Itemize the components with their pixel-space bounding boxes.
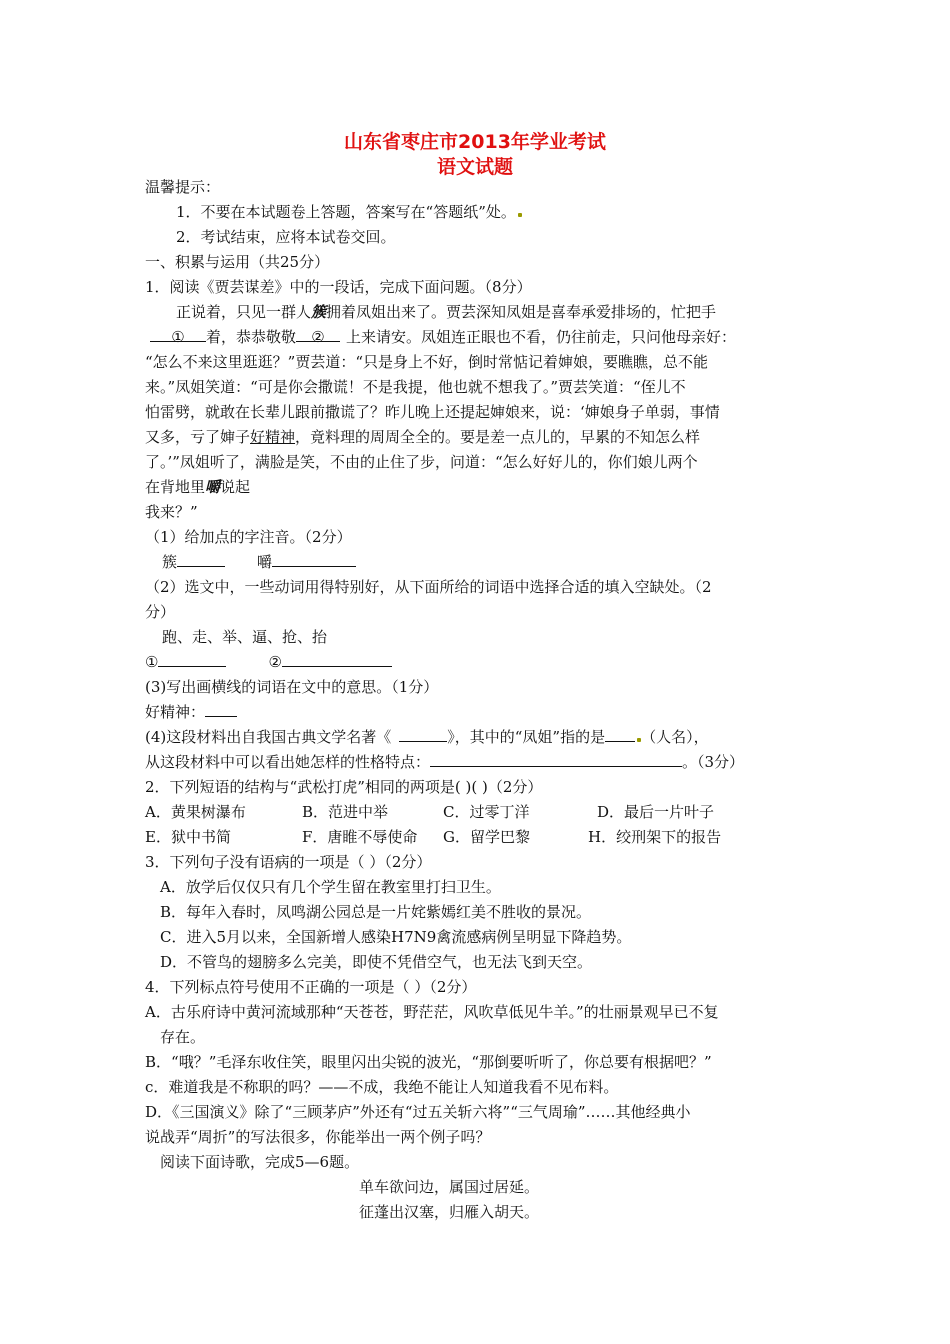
q3-option-b: B．每年入春时，凤鸣湖公园总是一片姹紫嫣红美不胜收的景况。 — [160, 903, 592, 921]
q4-option-d: D．《三国演义》除了“三顾茅庐”外还有“过五关斩六将”“三气周瑜”……其他经典小 — [145, 1103, 691, 1121]
meaning-word: 好精神： — [145, 703, 206, 721]
subquestion-2: （2）选文中，一些动词用得特别好，从下面所给的词语中选择合适的填入空缺处。（2 — [145, 578, 712, 596]
passage-line — [145, 477, 250, 497]
character-blank[interactable] — [430, 752, 682, 767]
q2-option-c: C．过零丁洋 — [443, 803, 530, 821]
tips-item-1 — [176, 202, 522, 222]
passage-text: 正说着，只见一群人 — [176, 303, 312, 321]
subquestion-3: (3)写出画横线的词语在文中的意思。（1分） — [145, 678, 439, 696]
subquestion-4-cont — [145, 752, 744, 772]
passage-text: 着，恭恭敬敬 — [206, 328, 297, 346]
blank-1: ① — [150, 327, 206, 342]
pinyin-row — [162, 552, 356, 572]
q2-option-d: D．最后一片叶子 — [597, 803, 715, 821]
passage-text: 在背地里 — [145, 478, 206, 496]
meaning-row — [145, 702, 237, 722]
q2-option-f: F．唐睢不辱使命 — [302, 828, 418, 846]
pinyin-blank-1[interactable] — [177, 552, 225, 567]
section-heading: 一、积累与运用（共25分） — [145, 253, 330, 271]
dot-mark-icon — [518, 213, 522, 217]
q2-option-g: G．留学巴黎 — [443, 828, 530, 846]
passage-line: 怕雷劈，就敢在长辈儿跟前撒谎了？昨儿晚上还提起婶娘来，说：‘婶娘身子单弱，事情 — [145, 403, 720, 421]
person-name-blank[interactable] — [605, 727, 635, 742]
question-2-stem: 2．下列短语的结构与“武松打虎”相同的两项是( )( )（2分） — [145, 778, 543, 796]
q4-option-a-cont: 存在。 — [160, 1028, 206, 1046]
q3-option-a: A．放学后仅仅只有几个学生留在教室里打扫卫生。 — [160, 878, 501, 896]
passage-text: 说起 — [220, 478, 251, 496]
poem-intro: 阅读下面诗歌，完成5—6题。 — [160, 1153, 360, 1171]
meaning-blank[interactable] — [205, 702, 237, 717]
passage-text: 又多，亏了婶子 — [145, 428, 251, 446]
blank-2: ② — [296, 327, 340, 342]
passage-line: 来。”凤姐笑道：“可是你会撒谎！不是我提，他也就不想我了。”贾芸笑道：“侄儿不 — [145, 378, 686, 396]
exam-title: 山东省枣庄市2013年学业考试 — [344, 131, 606, 153]
question-1-stem: 1．阅读《贾芸谋差》中的一段话，完成下面问题。（8分） — [145, 278, 532, 296]
subquestion-1: （1）给加点的字注音。（2分） — [145, 528, 352, 546]
q3-option-c: C．进入5月以来，全国新增人感染H7N9禽流感病例呈明显下降趋势。 — [160, 928, 632, 946]
tips-item-2: 2．考试结束，应将本试卷交回。 — [176, 228, 396, 246]
fill-blank-1[interactable] — [158, 652, 226, 667]
passage-text: ，竟料理的周周全全的。要是差一点儿的，早累的不知怎么样 — [295, 428, 701, 446]
s4-text: （人名）， — [641, 728, 709, 746]
poem-line-1: 单车欲问边，属国过居延。 — [359, 1178, 540, 1196]
s4-text: 》，其中的“凤姐”指的是 — [447, 728, 606, 746]
pinyin-blank-2[interactable] — [272, 552, 356, 567]
question-3-stem: 3．下列句子没有语病的一项是（ ）（2分） — [145, 853, 432, 871]
passage-line: 了。’”凤姐听了，满脸是笑，不由的止住了步，问道：“怎么好好儿的，你们娘儿两个 — [145, 453, 698, 471]
passage-line — [145, 427, 700, 447]
q2-option-e: E．狱中书简 — [145, 828, 231, 846]
fill-blank-2[interactable] — [282, 652, 392, 667]
passage-text: 拥着凤姐出来了。贾芸深知凤姐是喜奉承爱排场的，忙把手 — [326, 303, 717, 321]
underlined-phrase: 好精神 — [250, 428, 296, 446]
pinyin-word-2: 嚼 — [257, 553, 273, 571]
pinyin-word-1: 簇 — [162, 553, 178, 571]
s4-text: (4)这段材料出自我国古典文学名著《 — [145, 728, 392, 746]
question-4-stem: 4．下列标点符号使用不正确的一项是（ ）（2分） — [145, 978, 477, 996]
q4-option-b: B．“哦？”毛泽东收住笑，眼里闪出尖锐的波光，“那倒要听听了，你总要有根据吧？” — [145, 1053, 712, 1071]
q2-option-b: B．范进中举 — [302, 803, 389, 821]
q4-option-d-cont: 说战弄“周折”的写法很多，你能举出一两个例子吗？ — [145, 1128, 491, 1146]
fill-label-2: ② — [268, 653, 282, 671]
fill-row — [145, 652, 392, 672]
tips-heading: 温馨提示： — [145, 178, 221, 196]
q4-option-a: A．古乐府诗中黄河流域那种“天苍苍，野茫茫，风吹草低见牛羊。”的壮丽景观早已不复 — [145, 1003, 719, 1021]
passage-line: “怎么不来这里逛逛？”贾芸道：“只是身上不好，倒时常惦记着婶娘，要瞧瞧，总不能 — [145, 353, 709, 371]
exam-subtitle: 语文试题 — [436, 156, 513, 178]
fill-label-1: ① — [145, 653, 159, 671]
poem-line-2: 征蓬出汉塞，归雁入胡天。 — [359, 1203, 540, 1221]
s4-text: 。（3分） — [682, 753, 745, 771]
tips-item-1-text: 1．不要在本试题卷上答题，答案写在“答题纸”处。 — [176, 203, 516, 221]
s4-text: 从这段材料中可以看出她怎样的性格特点： — [145, 753, 431, 771]
q2-option-h: H．绞刑架下的报告 — [588, 828, 722, 846]
subquestion-4 — [145, 727, 709, 747]
subquestion-2-cont: 分） — [145, 603, 176, 621]
dotted-char: 簇 — [311, 303, 327, 321]
passage-line: 我来？” — [145, 503, 198, 521]
book-title-blank[interactable] — [399, 727, 447, 742]
dotted-char: 嚼 — [205, 478, 221, 496]
passage-line — [150, 327, 736, 347]
q2-option-a: A．黄果树瀑布 — [145, 803, 246, 821]
passage-line — [176, 302, 716, 322]
q4-option-c: c．难道我是不称职的吗？——不成，我绝不能让人知道我看不见布料。 — [145, 1078, 619, 1096]
word-options: 跑、走、举、逼、抢、抬 — [162, 628, 328, 646]
passage-text: 上来请安。凤姐连正眼也不看，仍往前走，只问他母亲好： — [346, 328, 737, 346]
q3-option-d: D．不管鸟的翅膀多么完美，即使不凭借空气，也无法飞到天空。 — [160, 953, 593, 971]
